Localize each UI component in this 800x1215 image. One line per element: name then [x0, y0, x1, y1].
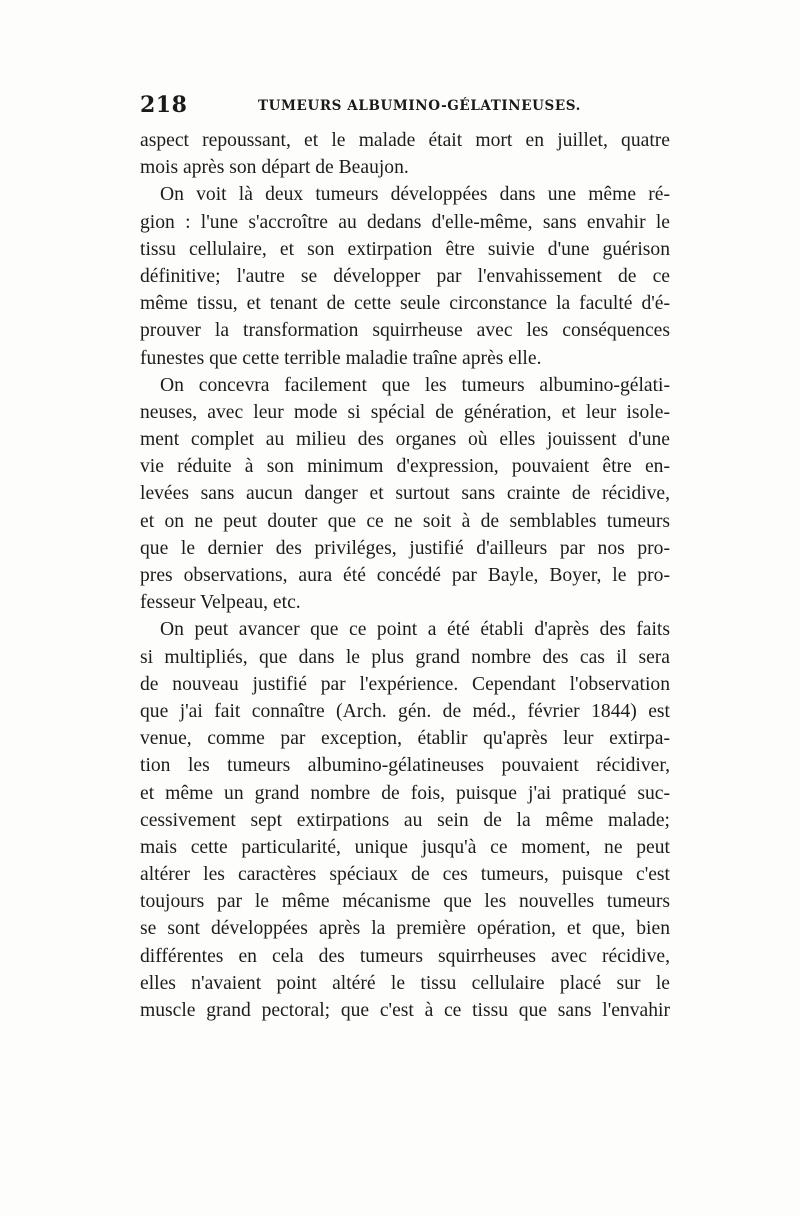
text-line: muscle grand pectoral; que c'est à ce tissu que sans l'envahir	[140, 1000, 670, 1021]
text-line: fesseur Velpeau, etc.	[140, 592, 301, 614]
text-line: même tissu, et tenant de cette seule circonstance la faculté d'é-	[140, 293, 670, 315]
text-line: toujours par le même mécanisme que les nouvelles tumeurs	[140, 891, 670, 913]
text-line: pres observations, aura été concédé par Bayle, Boyer, le pro-	[140, 565, 670, 586]
text-line: aspect repoussant, et le malade était mort en juillet, quatre	[140, 130, 670, 151]
text-line: ment complet au milieu des organes où elles jouissent d'une	[140, 429, 670, 451]
text-line: funestes que cette terrible maladie traîne après elle.	[140, 347, 542, 369]
paragraph-start-line: On peut avancer que ce point a été établi d'après des faits	[160, 619, 670, 641]
text-line: elles n'avaient point altéré le tissu cellulaire placé sur le	[140, 972, 670, 994]
text-line: gion : l'une s'accroître au dedans d'elle-même, sans envahir le	[140, 211, 670, 233]
text-line: altérer les caractères spéciaux de ces tumeurs, puisque c'est	[140, 864, 670, 886]
running-title: TUMEURS ALBUMINO-GÉLATINEUSES.	[258, 98, 581, 114]
body-text	[140, 127, 670, 1024]
text-line: définitive; l'autre se développer par l'envahissement de ce	[140, 265, 670, 287]
text-line: se sont développées après la première opération, et que, bien	[140, 918, 670, 940]
paragraph-start-line: On concevra facilement que les tumeurs albumino-gélati-	[160, 374, 670, 396]
text-line: tion les tumeurs albumino-gélatineuses pouvaient récidiver,	[140, 755, 670, 777]
page-header	[140, 92, 670, 122]
text-line: prouver la transformation squirrheuse avec les conséquences	[140, 320, 670, 342]
text-line: mais cette particularité, unique jusqu'à ce moment, ne peut	[140, 836, 670, 858]
citation-line: que j'ai fait connaître (Arch. gén. de méd., février 1844) est	[140, 700, 670, 722]
text-line: venue, comme par exception, établir qu'après leur extirpa-	[140, 728, 670, 750]
text-line: vie réduite à son minimum d'expression, pouvaient être en-	[140, 456, 670, 478]
text-line: et on ne peut douter que ce ne soit à de semblables tumeurs	[140, 510, 670, 532]
text-line: différentes en cela des tumeurs squirrheuses avec récidive,	[140, 945, 670, 967]
text-line: tissu cellulaire, et son extirpation être suivie d'une guérison	[140, 238, 670, 260]
text-line: mois après son départ de Beaujon.	[140, 157, 409, 179]
text-line: levées sans aucun danger et surtout sans crainte de récidive,	[140, 483, 670, 505]
text-line: et même un grand nombre de fois, puisque j'ai pratiqué suc-	[140, 782, 670, 804]
paragraph-start-line: On voit là deux tumeurs développées dans une même ré-	[160, 184, 670, 206]
text-line: cessivement sept extirpations au sein de la même malade;	[140, 809, 670, 831]
text-line: de nouveau justifié par l'expérience. Cependant l'observation	[140, 673, 670, 695]
text-line: neuses, avec leur mode si spécial de génération, et leur isole-	[140, 401, 670, 423]
text-line: que le dernier des priviléges, justifié d'ailleurs par nos pro-	[140, 537, 670, 559]
text-line: si multipliés, que dans le plus grand nombre des cas il sera	[140, 646, 670, 668]
page-number: 218	[140, 92, 188, 118]
